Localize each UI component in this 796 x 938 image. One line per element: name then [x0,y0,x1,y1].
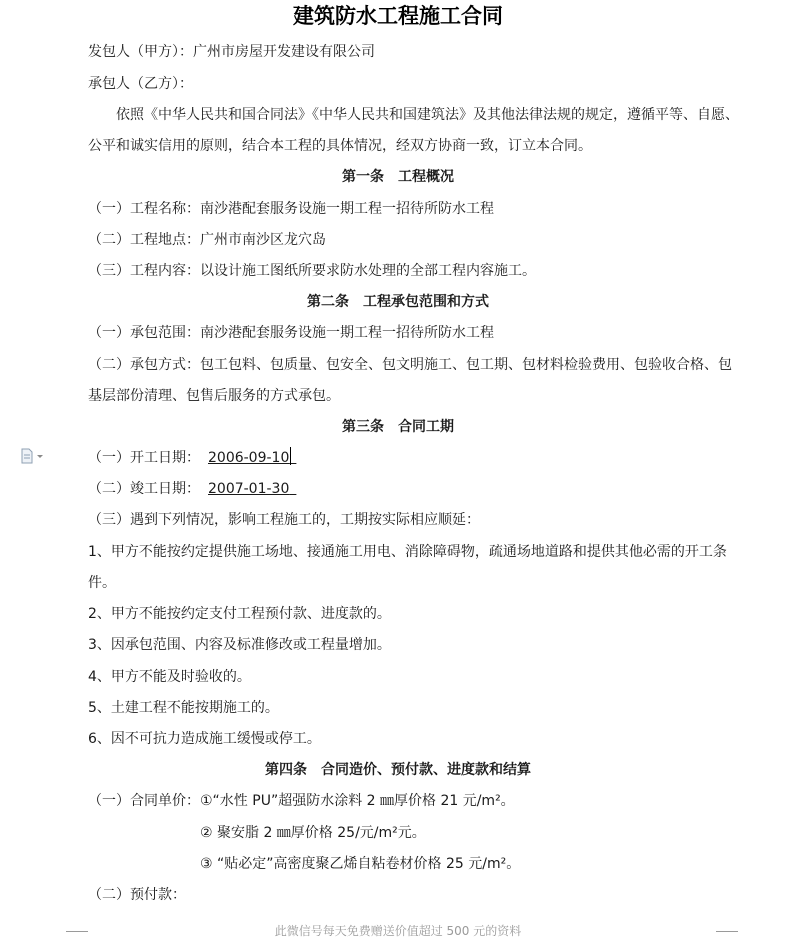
article-3-heading: 第三条 合同工期 [342,419,454,435]
price-item: ①“水性 PU”超强防水涂料 2 ㎜厚价格 21 元/m²。 [200,793,515,809]
end-date-line [88,480,296,498]
delay-reason: 2、甲方不能按约定支付工程预付款、进度款的。 [88,606,391,622]
document-icon[interactable] [20,448,48,464]
text-cursor [290,447,291,465]
article-2-method-line-2: 基层部份清理、包售后服务的方式承包。 [88,388,340,404]
end-date-field[interactable]: 2007-01-30 [208,481,290,497]
preamble-line-2: 公平和诚实信用的原则，结合本工程的具体情况，经双方协商一致，订立本合同。 [88,138,592,154]
article-2-method-line-1: （二）承包方式：包工包料、包质量、包安全、包文明施工、包工期、包材料检验费用、包验收合格、包 [88,357,732,373]
delay-reason: 1、甲方不能按约定提供施工场地、接通施工用电、消除障碍物，疏通场地道路和提供其他必需的开工条 [88,544,727,560]
article-1-item: （三）工程内容：以设计施工图纸所要求防水处理的全部工程内容施工。 [88,263,536,279]
preamble-line-1: 依照《中华人民共和国合同法》《中华人民共和国建筑法》及其他法律法规的规定，遵循平等、自愿、 [116,107,739,123]
article-1-item: （二）工程地点：广州市南沙区龙穴岛 [88,232,326,248]
start-date-field[interactable]: 2006-09-10 [208,450,290,466]
delay-reason: 5、土建工程不能按期施工的。 [88,700,279,716]
footer-note: 此微信号每天免费赠送价值超过 500 元的资料 [274,924,522,938]
end-date-label: （二）竣工日期： [88,481,200,497]
start-date-label: （一）开工日期： [88,450,200,466]
article-2-scope: （一）承包范围：南沙港配套服务设施一期工程一招待所防水工程 [88,325,494,341]
delay-reason: 3、因承包范围、内容及标准修改或工程量增加。 [88,637,391,653]
party-a: 发包人（甲方）：广州市房屋开发建设有限公司 [88,44,375,60]
delay-reason: 6、因不可抗力造成施工缓慢或停工。 [88,731,321,747]
price-item: ② 聚安脂 2 ㎜厚价格 25/元/m²元。 [200,825,426,841]
price-item: ③ “贴必定”高密度聚乙烯自粘卷材价格 25 元/m²。 [200,856,521,872]
article-1-item: （一）工程名称：南沙港配套服务设施一期工程一招待所防水工程 [88,201,494,217]
delay-reason: 4、甲方不能及时验收的。 [88,669,251,685]
delay-reason: 件。 [88,575,116,591]
price-label: （一）合同单价： [88,793,200,809]
article-4-heading: 第四条 合同造价、预付款、进度款和结算 [265,762,531,778]
article-2-heading: 第二条 工程承包范围和方式 [307,294,489,310]
prepayment-label: （二）预付款： [88,887,186,903]
document-title: 建筑防水工程施工合同 [293,3,503,28]
party-b: 承包人（乙方）： [88,76,193,92]
start-date-line [88,449,296,467]
article-1-heading: 第一条 工程概况 [342,169,454,185]
delay-intro: （三）遇到下列情况，影响工程施工的，工期按实际相应顺延： [88,512,480,528]
